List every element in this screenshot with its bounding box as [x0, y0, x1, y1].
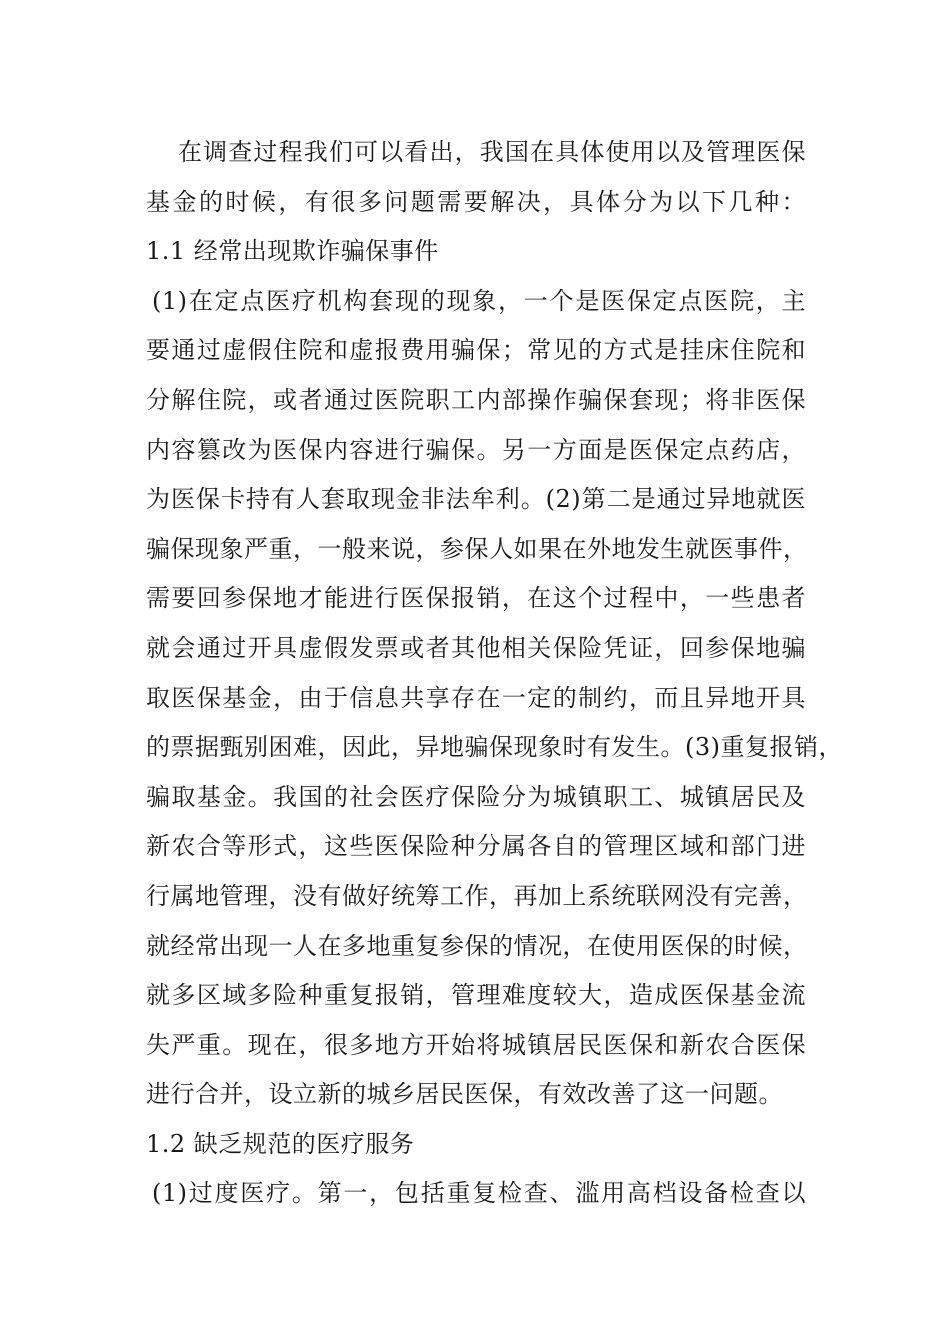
paragraph-line: 就经常出现一人在多地重复参保的情况，在使用医保的时候， [146, 931, 808, 960]
paragraph-line: 需要回参保地才能进行医保报销，在这个过程中，一些患者 [146, 584, 806, 613]
paragraph-line: 骗取基金。我国的社会医疗保险分为城镇职工、城镇居民及 [146, 782, 806, 811]
paragraph-line: 的票据甄别困难，因此，异地骗保现象时有发生。(3)重复报销， [146, 733, 843, 762]
section-heading: 1.2 缺乏规范的医疗服务 [146, 1129, 415, 1158]
paragraph-line: (1)过度医疗。第一，包括重复检查、滥用高档设备检查以 [152, 1179, 806, 1208]
paragraph-line: 分解住院，或者通过医院职工内部操作骗保套现；将非医保 [146, 385, 806, 414]
document-body [146, 128, 843, 1219]
paragraph-line: 取医保基金，由于信息共享存在一定的制约，而且异地开具 [146, 683, 806, 712]
paragraph-line: 基金的时候，有很多问题需要解决，具体分为以下几种： [146, 187, 806, 216]
paragraph-line: 内容篡改为医保内容进行骗保。另一方面是医保定点药店， [146, 435, 806, 464]
paragraph-line: 为医保卡持有人套取现金非法牟利。(2)第二是通过异地就医 [146, 485, 806, 514]
paragraph-line: 要通过虚假住院和虚报费用骗保；常见的方式是挂床住院和 [146, 336, 806, 365]
paragraph-line: 行属地管理，没有做好统筹工作，再加上系统联网没有完善， [146, 881, 808, 910]
paragraph-line: 新农合等形式，这些医保险种分属各自的管理区域和部门进 [146, 832, 806, 861]
paragraph-line: 就会通过开具虚假发票或者其他相关保险凭证，回参保地骗 [146, 633, 806, 662]
section-heading: 1.1 经常出现欺诈骗保事件 [146, 237, 439, 266]
paragraph-line: 在调查过程我们可以看出，我国在具体使用以及管理医保 [178, 138, 806, 166]
paragraph-line: 就多区域多险种重复报销，管理难度较大，造成医保基金流 [146, 981, 806, 1010]
paragraph-line: (1)在定点医疗机构套现的现象，一个是医保定点医院，主 [152, 286, 806, 315]
paragraph-line: 进行合并，设立新的城乡居民医保，有效改善了这一问题。 [146, 1080, 783, 1109]
paragraph-line: 骗保现象严重，一般来说，参保人如果在外地发生就医事件， [146, 534, 808, 563]
paragraph-line: 失严重。现在，很多地方开始将城镇居民医保和新农合医保 [146, 1030, 806, 1059]
